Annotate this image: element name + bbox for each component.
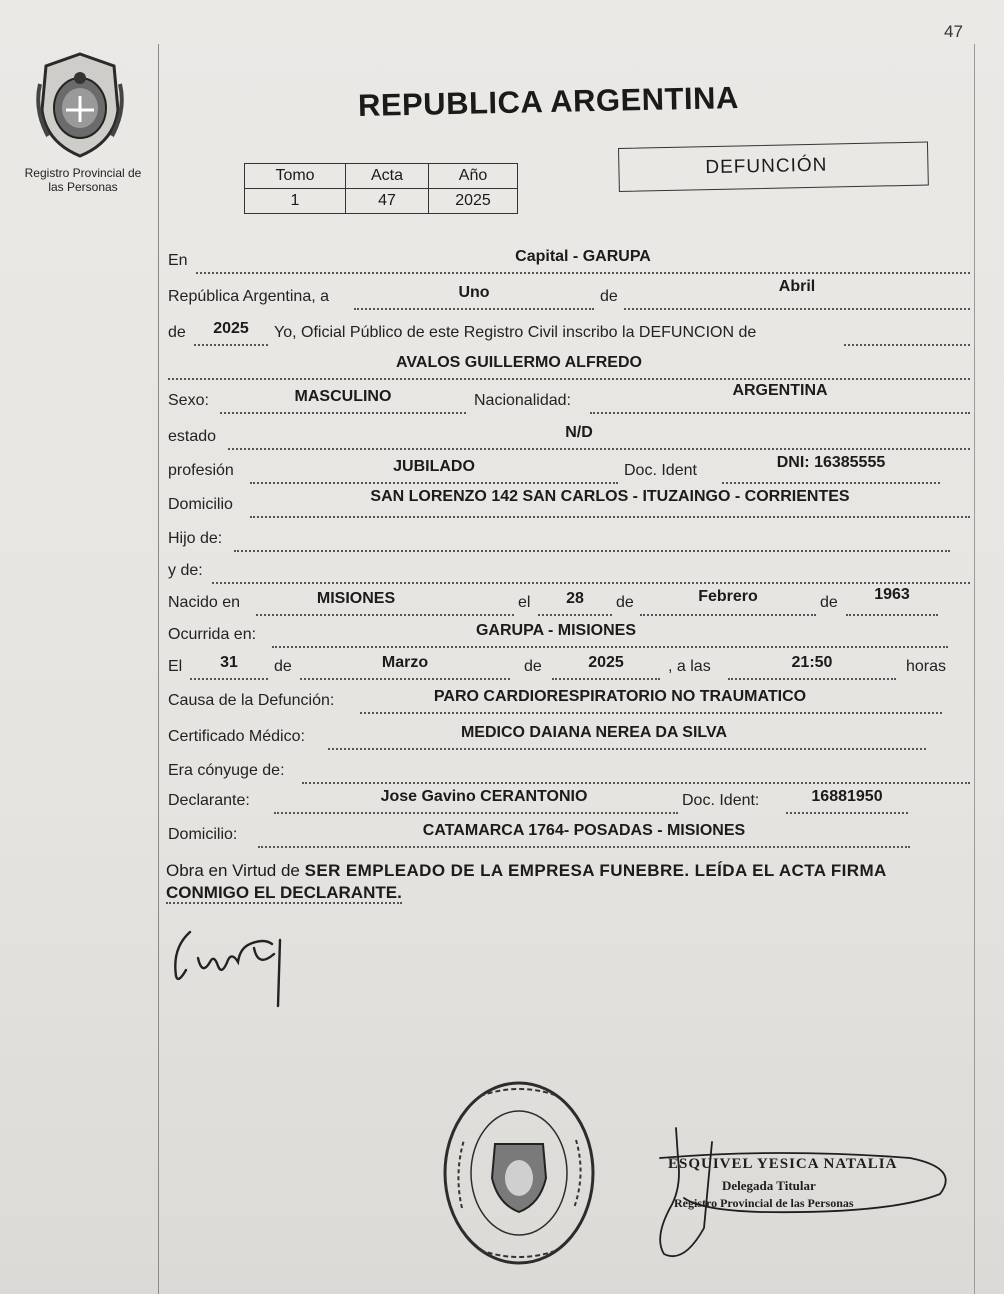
stamp-role: Delegada Titular [722, 1178, 816, 1193]
value-nacido: MISIONES [316, 590, 396, 607]
label-alas: , a las [668, 658, 711, 675]
dots-inscribo [844, 324, 970, 346]
value-name: AVALOS GUILLERMO ALFREDO [396, 354, 642, 371]
value-declarante: Jose Gavino CERANTONIO [380, 788, 588, 805]
label-el: el [518, 594, 531, 611]
row-hijo [168, 530, 970, 554]
value-profesion: JUBILADO [393, 458, 475, 475]
label-estado: estado [168, 428, 217, 445]
value-certificado: MEDICO DAIANA NEREA DA SILVA [460, 724, 728, 741]
value-causa: PARO CARDIORESPIRATORIO NO TRAUMATICO [433, 688, 807, 705]
label-causa: Causa de la Defunción: [168, 692, 335, 709]
label-sexo: Sexo: [168, 392, 209, 409]
document-title: REPUBLICA ARGENTINA [357, 80, 740, 123]
value-year: 2025 [213, 320, 249, 337]
value-month: Abril [778, 278, 816, 295]
stamp-name: ESQUIVEL YESICA NATALIA [668, 1156, 898, 1172]
row-profesion [168, 454, 970, 486]
label-en: En [168, 252, 188, 269]
dots-conyuge [302, 762, 970, 784]
header-anio: Año [429, 164, 518, 189]
row-en [168, 248, 970, 276]
value-acta: 47 [346, 189, 429, 214]
value-obra-line-2: CONMIGO EL DECLARANTE. [166, 883, 402, 902]
row-nacido [168, 586, 970, 618]
folio-number: 47 [944, 22, 963, 41]
registro-label [8, 166, 158, 194]
value-tomo: 1 [245, 189, 346, 214]
value-birth-year: 1963 [874, 586, 910, 603]
label-de-3: de [820, 594, 838, 611]
label-el-2: El [168, 658, 183, 675]
provincial-crest-icon [30, 50, 130, 160]
value-decl-doc: 16881950 [811, 788, 883, 805]
label-horas: horas [906, 658, 947, 675]
label-de: de [600, 288, 618, 305]
value-death-year: 2025 [588, 654, 624, 671]
value-birth-month: Febrero [698, 588, 758, 605]
label-certificado: Certificado Médico: [168, 728, 305, 745]
label-declarante: Declarante: [168, 792, 250, 809]
label-nacido: Nacido en [168, 594, 241, 611]
value-day: Uno [458, 284, 490, 301]
row-domicilio-declarante [168, 822, 970, 850]
row-conyuge [168, 762, 970, 786]
row-fecha-defuncion [168, 654, 970, 682]
official-stamp [668, 1152, 918, 1222]
value-domicilio: SAN LORENZO 142 SAN CARLOS - ITUZAINGO - CORRIENTES [370, 488, 850, 505]
label-yde: y de: [168, 562, 203, 579]
label-obra: Obra en Virtud de [166, 861, 300, 880]
label-decl-doc: Doc. Ident: [682, 792, 760, 809]
left-margin-rule [158, 44, 159, 1294]
label-de-4: de [274, 658, 292, 675]
row-yde [168, 562, 970, 586]
stamp-office: Registro Provincial de las Personas [674, 1196, 854, 1210]
label-docident: Doc. Ident [624, 462, 697, 479]
value-birth-day: 28 [566, 590, 584, 607]
value-docident: DNI: 16385555 [776, 454, 886, 471]
declarant-signature-icon [168, 918, 298, 1008]
row-certificado [168, 724, 970, 752]
row-causa [168, 688, 970, 716]
value-sexo: MASCULINO [294, 388, 392, 405]
label-de-2: de [616, 594, 634, 611]
label-republica: República Argentina, a [168, 288, 329, 305]
row-name [168, 354, 970, 382]
dots-yde [212, 562, 970, 584]
obra-en-virtud [166, 860, 970, 904]
header-acta: Acta [346, 164, 429, 189]
row-domicilio [168, 488, 970, 520]
value-domicilio-2: CATAMARCA 1764- POSADAS - MISIONES [422, 822, 746, 839]
label-conyuge: Era cónyuge de: [168, 762, 285, 779]
dots-hijo [234, 530, 950, 552]
row-sexo [168, 382, 970, 416]
label-profesion: profesión [168, 462, 234, 479]
row-estado [168, 424, 970, 452]
label-de-5: de [524, 658, 542, 675]
value-en: Capital - GARUPA [515, 248, 651, 265]
row-inscribo [168, 320, 970, 348]
right-margin-rule [974, 44, 975, 1294]
value-nacionalidad: ARGENTINA [732, 382, 828, 399]
label-hijo: Hijo de: [168, 530, 223, 547]
registro-line-2: las Personas [48, 180, 118, 194]
header-tomo: Tomo [245, 164, 346, 189]
label-ocurrida: Ocurrida en: [168, 626, 257, 643]
value-death-time: 21:50 [791, 654, 833, 671]
value-death-month: Marzo [381, 654, 429, 671]
registry-table [244, 163, 518, 214]
label-domicilio-2: Domicilio: [168, 826, 238, 843]
value-obra-line-1: SER EMPLEADO DE LA EMPRESA FUNEBRE. LEÍDA EL ACTA FIRMA [304, 861, 887, 880]
row-fecha [168, 278, 970, 312]
value-ocurrida: GARUPA - MISIONES [475, 622, 636, 639]
delegation-seal-icon [440, 1078, 598, 1268]
value-anio: 2025 [429, 189, 518, 214]
doc-type: DEFUNCIÓN [705, 154, 828, 179]
row-declarante [168, 788, 970, 816]
value-death-day: 31 [220, 654, 238, 671]
label-inscribo: Yo, Oficial Público de este Registro Civil inscribo la DEFUNCION de [274, 324, 757, 341]
value-estado: N/D [565, 424, 593, 441]
label-nacionalidad: Nacionalidad: [474, 392, 571, 409]
registro-line-1: Registro Provincial de [24, 166, 142, 180]
label-domicilio: Domicilio [168, 496, 233, 513]
doc-type-box [618, 142, 929, 192]
row-ocurrida [168, 622, 970, 650]
label-year-prefix: de [168, 324, 186, 341]
